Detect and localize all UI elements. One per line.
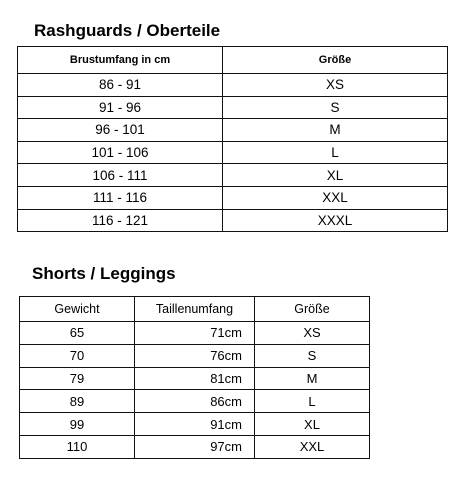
table-row [18,96,448,119]
rashguards-heading: Rashguards / Oberteile [34,21,221,40]
column-header-waist: Taillenumfang [135,297,255,322]
size-cell: L [223,141,448,164]
table-header-row [20,297,370,322]
chest-range-cell: 91 - 96 [18,96,223,119]
weight-cell: 65 [20,322,135,345]
size-cell: XXXL [223,209,448,232]
size-cell: XL [255,413,370,436]
table-row [20,322,370,345]
size-cell: XL [223,164,448,187]
size-cell: XXL [255,435,370,458]
table-row [18,164,448,187]
chest-range-cell: 96 - 101 [18,119,223,142]
size-cell: S [223,96,448,119]
waist-cell: 81cm [135,367,255,390]
size-cell: S [255,344,370,367]
chest-range-cell: 101 - 106 [18,141,223,164]
weight-cell: 70 [20,344,135,367]
chest-range-cell: 116 - 121 [18,209,223,232]
rashguards-size-table [17,46,448,232]
weight-cell: 89 [20,390,135,413]
table-row [18,186,448,209]
weight-cell: 99 [20,413,135,436]
shorts-heading: Shorts / Leggings [32,264,176,283]
shorts-size-table [19,296,370,459]
table-row [20,435,370,458]
chest-range-cell: 106 - 111 [18,164,223,187]
size-cell: XS [223,74,448,97]
table-row [20,413,370,436]
column-header-chest: Brustumfang in cm [18,47,223,74]
waist-cell: 86cm [135,390,255,413]
table-header-row [18,47,448,74]
waist-cell: 76cm [135,344,255,367]
table-row [18,119,448,142]
weight-cell: 79 [20,367,135,390]
size-cell: XXL [223,186,448,209]
chest-range-cell: 86 - 91 [18,74,223,97]
weight-cell: 110 [20,435,135,458]
table-row [20,344,370,367]
table-row [20,390,370,413]
column-header-size: Größe [223,47,448,74]
size-cell: XS [255,322,370,345]
table-row [18,209,448,232]
waist-cell: 71cm [135,322,255,345]
waist-cell: 97cm [135,435,255,458]
size-cell: M [223,119,448,142]
table-row [18,141,448,164]
waist-cell: 91cm [135,413,255,436]
table-row [18,74,448,97]
table-row [20,367,370,390]
column-header-size: Größe [255,297,370,322]
chest-range-cell: 111 - 116 [18,186,223,209]
size-cell: L [255,390,370,413]
size-cell: M [255,367,370,390]
column-header-weight: Gewicht [20,297,135,322]
